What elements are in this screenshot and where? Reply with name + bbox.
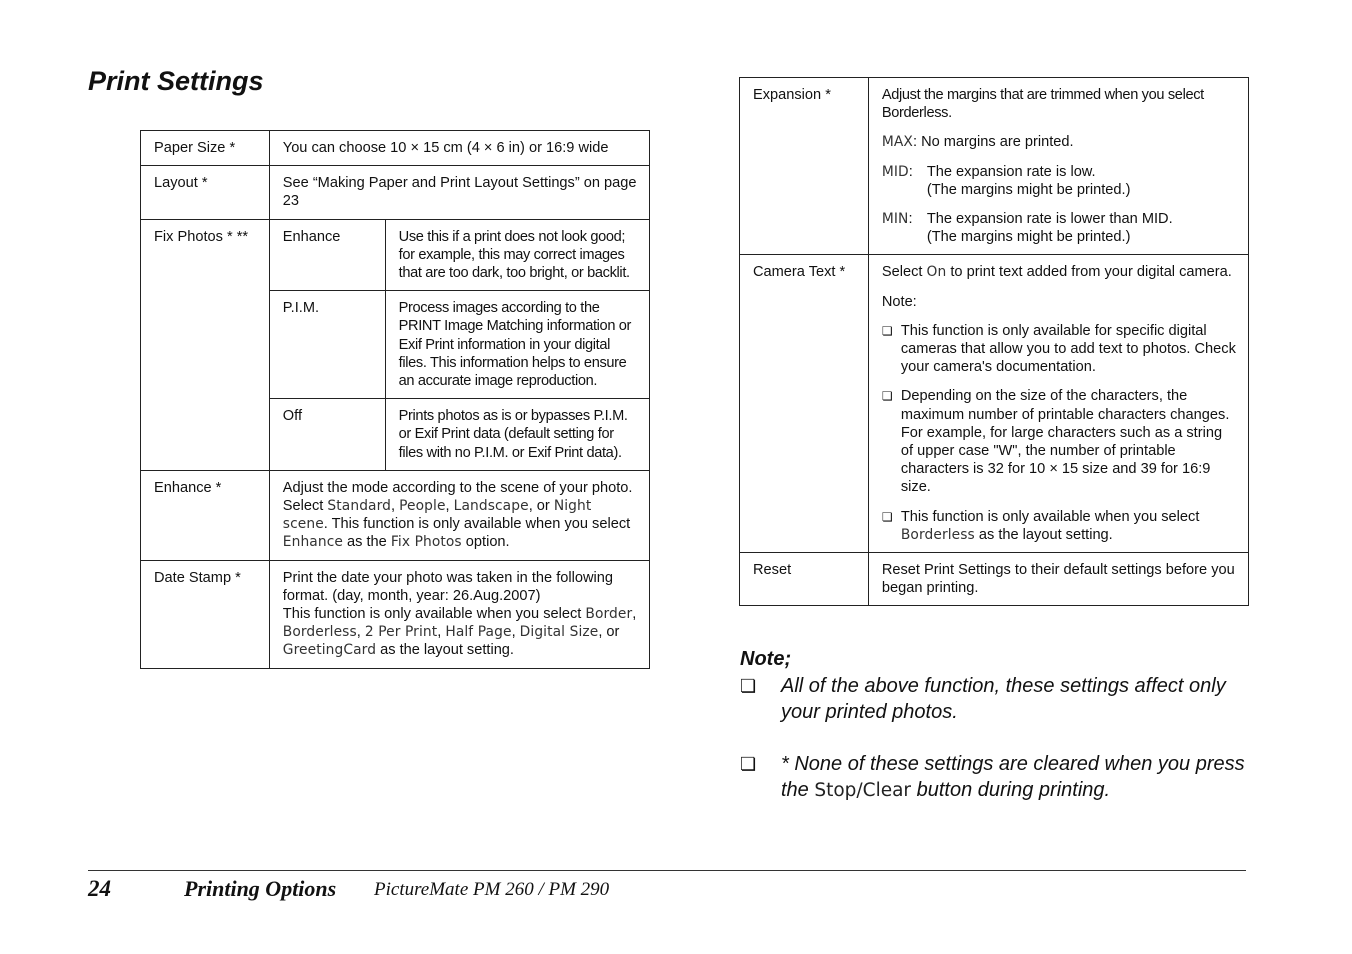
table-row xyxy=(740,553,1249,606)
setting-value-expansion xyxy=(868,78,1248,255)
table-row xyxy=(141,560,650,668)
note-block xyxy=(740,646,1250,805)
checkbox-bullet-icon: ❏ xyxy=(881,389,893,404)
checkbox-bullet-icon: ❏ xyxy=(740,753,757,774)
list-item: ❏ Depending on the size of the characters, the maximum number of printable characters changes. For example, for large characters such as a string of upper case "W", the number of printable characters is 32 for 10 × 15 size and 39 for 16:9 size. xyxy=(881,388,1230,496)
footer-product-name: PictureMate PM 260 / PM 290 xyxy=(374,879,610,900)
table-row xyxy=(141,219,650,291)
table-row xyxy=(740,78,1249,255)
list-item: ❏ All of the above function, these settings affect only your printed photos. xyxy=(740,673,1250,726)
checkbox-bullet-icon: ❏ xyxy=(881,323,893,338)
expansion-option-mid: MID: The expansion rate is low. (The margins might be printed.) xyxy=(881,163,1131,198)
print-settings-table-left xyxy=(140,130,650,669)
footer-section-title: Printing Options xyxy=(184,876,337,901)
setting-value-camera-text: Select On to print text added from your digital camera. Note: ❏ This function is only available for specific digital cameras that allow you to add text to photos. Check your camera's documentation. ❏ Depending on the size of the characters, the maximum number of printable characters changes. For example, for large characters such as a string of upper case "W", the number of printable characters is 32 for 10 × 15 size and 39 for 16:9 size. ❏ This function is only available when you select Borderless as the layout setting. xyxy=(868,255,1248,553)
table-row xyxy=(141,131,650,166)
footer-divider xyxy=(88,870,1246,871)
list-item: ❏ This function is only available when you select Borderless as the layout setting. xyxy=(881,508,1200,543)
setting-label-paper-size: Paper Size * xyxy=(141,131,270,166)
setting-value-enhance: Adjust the mode according to the scene of your photo. Select Standard, People, Landscape, or Night scene. This function is only available when you select Enhance as the Fix Photos option. xyxy=(269,470,649,560)
setting-label-enhance: Enhance * xyxy=(141,470,270,560)
setting-label-camera-text: Camera Text * xyxy=(740,255,869,553)
table-row xyxy=(141,470,650,560)
setting-label-layout: Layout * xyxy=(141,166,270,219)
setting-label-expansion: Expansion * xyxy=(740,78,869,255)
page-title: Print Settings xyxy=(88,66,264,96)
option-name-off: Off xyxy=(269,399,385,471)
list-item: ❏ * None of these settings are cleared when you press the Stop/Clear button during printing. xyxy=(740,751,1250,805)
camera-text-note-label: Note: xyxy=(881,293,917,310)
expansion-option-max: MAX: No margins are printed. xyxy=(881,134,1074,151)
option-name-enhance: Enhance xyxy=(269,219,385,291)
setting-value-date-stamp: Print the date your photo was taken in the following format. (day, month, year: 26.Aug.2007) This function is only available when you select Border, Borderless, 2 Per Print, Half Page, Digital Size, or GreetingCard as the layout setting. xyxy=(269,560,649,668)
table-row xyxy=(141,166,650,219)
list-item: ❏ This function is only available for specific digital cameras that allow you to add text to photos. Check your camera's documentation. xyxy=(881,322,1236,376)
setting-value-paper-size: You can choose 10 × 15 cm (4 × 6 in) or 16:9 wide xyxy=(269,131,649,166)
print-settings-table-right xyxy=(739,77,1249,606)
note-heading: Note; xyxy=(740,648,792,670)
option-desc-off: Prints photos as is or bypasses P.I.M. or Exif Print data (default setting for files with no P.I.M. or Exif Print data). xyxy=(385,399,649,471)
page-number: 24 xyxy=(88,876,111,901)
checkbox-bullet-icon: ❏ xyxy=(740,675,757,696)
checkbox-bullet-icon: ❏ xyxy=(881,509,893,524)
expansion-intro: Adjust the margins that are trimmed when you select Borderless. xyxy=(881,87,1204,122)
setting-label-date-stamp: Date Stamp * xyxy=(141,560,270,668)
setting-label-fix-photos: Fix Photos * ** xyxy=(141,219,270,470)
option-desc-enhance: Use this if a print does not look good; for example, this may correct images that are too dark, too bright, or backlit. xyxy=(385,219,649,291)
setting-value-reset: Reset Print Settings to their default settings before you began printing. xyxy=(868,553,1248,606)
setting-label-reset: Reset xyxy=(740,553,869,606)
option-desc-pim: Process images according to the PRINT Image Matching information or Exif Print information in your digital files. This information helps to ensure an accurate image reproduction. xyxy=(385,291,649,399)
table-row xyxy=(740,255,1249,553)
setting-value-layout: See “Making Paper and Print Layout Settings” on page 23 xyxy=(269,166,649,219)
option-name-pim: P.I.M. xyxy=(269,291,385,399)
expansion-option-min: MIN: The expansion rate is lower than MID. (The margins might be printed.) xyxy=(881,211,1173,246)
